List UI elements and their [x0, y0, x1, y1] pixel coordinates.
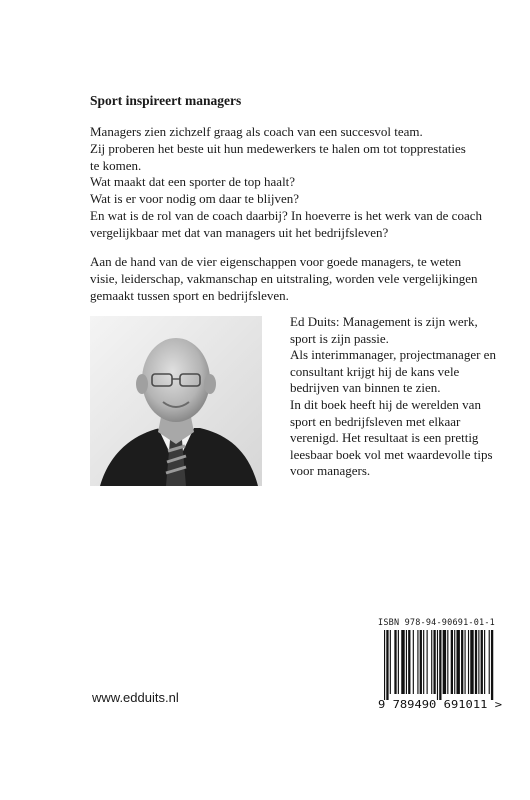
- author-bio: [290, 314, 520, 480]
- qualities-paragraph: [90, 254, 510, 304]
- barcode-bar: [491, 630, 493, 700]
- barcode-bar: [413, 630, 414, 694]
- author-photo: [90, 316, 262, 486]
- barcode-bar: [406, 630, 407, 694]
- text-line: consultant krijgt hij de kans vele: [290, 363, 460, 379]
- barcode-bar: [447, 630, 448, 694]
- barcode-bar: [475, 630, 477, 694]
- barcode-bar: [451, 630, 453, 694]
- text-line: vergelijkbaar met dat van managers uit het bedrijfsleven?: [90, 224, 389, 240]
- barcode-bars: [384, 630, 493, 700]
- barcode-bar: [481, 630, 483, 694]
- barcode-bar: [427, 630, 428, 694]
- barcode-bar: [394, 630, 396, 694]
- barcode-bar: [401, 630, 404, 694]
- barcode-bar: [386, 630, 388, 700]
- barcode-bar: [443, 630, 446, 694]
- barcode-bar: [454, 630, 455, 694]
- text-line: En wat is de rol van de coach daarbij? In hoeverre is het werk van de coach: [90, 207, 482, 223]
- barcode-bar: [484, 630, 485, 694]
- text-line: sport is zijn passie.: [290, 330, 389, 346]
- barcode-bar: [398, 630, 399, 694]
- intro-paragraph: [90, 124, 510, 242]
- barcode-bar: [478, 630, 479, 694]
- text-line: Managers zien zichzelf graag als coach van een succesvol team.: [90, 124, 423, 139]
- barcode-bar: [384, 630, 385, 700]
- barcode-bar: [431, 630, 432, 694]
- barcode-bar: [439, 630, 441, 700]
- text-line: leesbaar boek vol met waardevolle tips: [290, 446, 493, 462]
- barcode-bar: [390, 630, 391, 694]
- text-line: Aan de hand van de vier eigenschappen voor goede managers, te weten: [90, 254, 462, 269]
- text-line: sport en bedrijfsleven met elkaar: [290, 413, 461, 429]
- isbn-barcode: [376, 630, 504, 710]
- text-line: verenigd. Het resultaat is een prettig: [290, 430, 479, 446]
- isbn-label: ISBN 978-94-90691-01-1: [378, 618, 495, 628]
- barcode-bar: [456, 630, 459, 694]
- barcode-bar: [433, 630, 435, 694]
- text-line: Als interimmanager, projectmanager en: [290, 347, 496, 363]
- barcode-bar: [461, 630, 463, 694]
- barcode-bar: [417, 630, 418, 694]
- barcode-digits: 9 789490 691011 >: [378, 699, 502, 710]
- text-line: Zij proberen het beste uit hun medewerkers te halen om tot topprestaties: [90, 140, 466, 156]
- text-line: Wat is er voor nodig om daar te blijven?: [90, 191, 300, 207]
- book-title: Sport inspireert managers: [90, 93, 242, 108]
- barcode-bar: [489, 630, 490, 694]
- text-line: voor managers.: [290, 463, 371, 479]
- barcode-bar: [408, 630, 410, 694]
- text-line: bedrijven van binnen te zien.: [290, 380, 441, 396]
- text-line: Ed Duits: Management is zijn werk,: [290, 314, 478, 329]
- barcode-bar: [470, 630, 473, 694]
- barcode-bar: [423, 630, 424, 694]
- text-line: gemaakt tussen sport en bedrijfsleven.: [90, 287, 289, 303]
- text-line: Wat maakt dat een sporter de top haalt?: [90, 174, 296, 190]
- barcode-bar: [437, 630, 438, 700]
- barcode-bar: [420, 630, 422, 694]
- text-line: In dit boek heeft hij de werelden van: [290, 396, 481, 412]
- barcode-bar: [465, 630, 466, 694]
- text-line: visie, leiderschap, vakmanschap en uitstraling, worden vele vergelijkingen: [90, 270, 478, 286]
- text-line: te komen.: [90, 157, 142, 173]
- website-url: www.edduits.nl: [92, 690, 179, 705]
- barcode-bar: [468, 630, 469, 694]
